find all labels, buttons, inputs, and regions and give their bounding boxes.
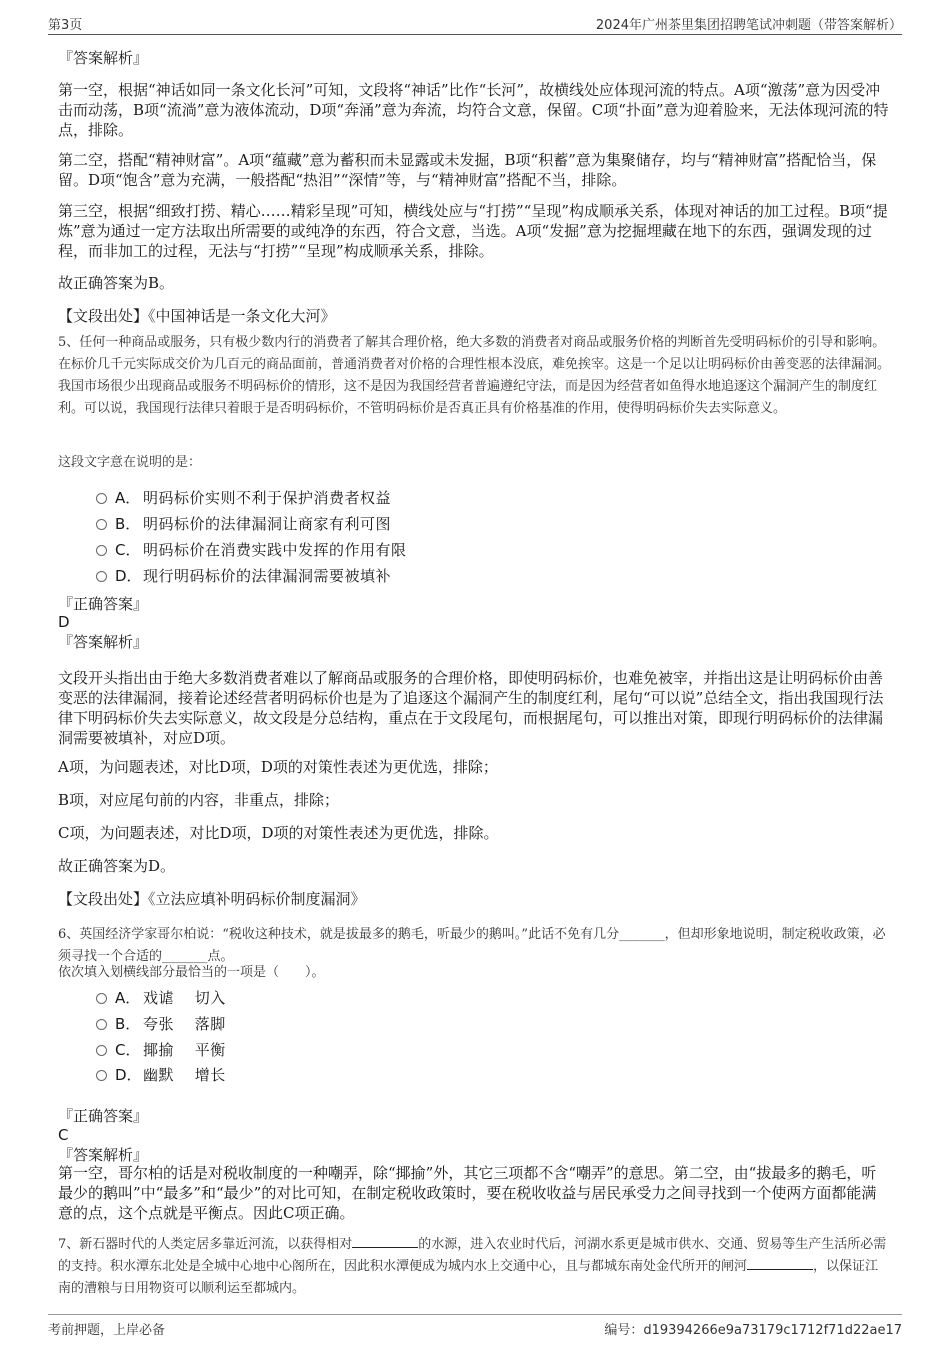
radio-icon[interactable] [96,1045,107,1056]
q7-blank-2 [747,1269,813,1270]
q5-source: 【文段出处】《立法应填补明码标价制度漏洞》 [58,890,366,908]
q7-stem: 7、新石器时代的人类定居多靠近河流，以获得相对 的水源，进入农业时代后，河湖水系更是城市供水、交通、贸易等生产生活所必需的支持。积水潭东北处是全城中心地中心阁所在，因此积水潭便成为城内水上交通中心，且与都城东南处金代所开的闸河 ，以保证江南的漕粮与日用物资可以顺利运至都城内。 [58,1237,887,1296]
q5-analysis-para1: 文段开头指出由于绝大多数消费者难以了解商品或服务的合理价格，即使明码标价，也难免被宰，并指出这是让明码标价由善变恶的法律漏洞，接着论述经营者明码标价也是为了追逐这个漏洞产生的制度红利，尾句“可以说”总结全文，指出我国现行法律下明码标价失去实际意义，故文段是分总结构，重点在于文段尾句，而根据尾句，可以推出对策，即现行明码标价的法律漏洞需要被填补，对应D项。 [58,669,884,747]
q5-analysis-a: A项，为问题表述，对比D项，D项的对策性表述为更优选，排除； [58,758,498,776]
q6-analysis-label: 『答案解析』 [58,1146,149,1164]
radio-icon[interactable] [96,493,107,504]
radio-icon[interactable] [96,519,107,530]
q5-correct-label: 『正确答案』 [58,595,149,613]
q5-conclusion: 故正确答案为D。 [58,857,176,875]
document-title: 2024年广州茶里集团招聘笔试冲刺题（带答案解析） [595,18,902,33]
radio-icon[interactable] [96,993,107,1004]
page-header [48,14,902,35]
radio-icon[interactable] [96,545,107,556]
q5-answer: D [58,613,70,631]
q5-option-a[interactable]: A． 明码标价实则不利于保护消费者权益 [96,488,391,508]
footer-slogan: 考前押题，上岸必备 [48,1323,166,1338]
q4-conclusion: 故正确答案为B。 [58,274,175,292]
radio-icon[interactable] [96,571,107,582]
q5-prompt: 这段文字意在说明的是： [58,455,202,470]
q6-stem: 6、英国经济学家哥尔柏说：“税收这种技术，就是拔最多的鹅毛，听最少的鹅叫。”此话不免有几分_______，但却形象地说明，制定税收政策，必须寻找一个合适的_______点。 [58,927,886,964]
q6-blank-1: _______ [619,927,665,942]
q6-option-b[interactable]: B． 夸张 落脚 [96,1014,226,1034]
q6-correct-label: 『正确答案』 [58,1107,149,1125]
q5-analysis-label: 『答案解析』 [58,633,149,651]
q5-option-c[interactable]: C． 明码标价在消费实践中发挥的作用有限 [96,540,407,560]
q5-option-b[interactable]: B． 明码标价的法律漏洞让商家有利可图 [96,514,391,534]
q4-analysis-para3: 第三空，根据“细致打捞、精心……精彩呈现”可知，横线处应与“打捞”“呈现”构成顺承关系，体现对神话的加工过程。B项“提炼”意为通过一定方法取出所需要的或纯净的东西，符合文意，当选。A项“发掘”意为挖掘埋藏在地下的东西，强调发现的过程，而非加工的过程，无法与“打捞”“呈现”构成顺承关系，排除。 [58,202,888,260]
radio-icon[interactable] [96,1070,107,1081]
q6-option-a[interactable]: A． 戏谑 切入 [96,988,226,1008]
q6-option-d[interactable]: D．幽默 增长 [96,1065,226,1085]
document-id: 编号：d19394266e9a73179c1712f71d22ae17 [604,1323,902,1338]
q6-prompt: 依次填入划横线部分最恰当的一项是（ ）。 [58,965,325,980]
q6-option-c[interactable]: C． 揶揄 平衡 [96,1040,226,1060]
q7-blank-1 [352,1247,418,1248]
q5-stem: 5、任何一种商品或服务，只有极少数内行的消费者了解其合理价格，绝大多数的消费者对商品或服务价格的判断首先受明码标价的引导和影响。在标价几千元实际成交价为几百元的商品面前，普通消费者对价格的合理性根本没底，难免挨宰。这是一个足以让明码标价由善变恶的法律漏洞。我国市场很少出现商品或服务不明码标价的情形，这不是因为我国经营者普遍遵纪守法，而是因为经营者如鱼得水地追逐这个漏洞产生的制度红利。可以说，我国现行法律只着眼于是否明码标价，不管明码标价是否真正具有价格基准的作用，使得明码标价失去实际意义。 [58,335,891,416]
q4-analysis-label: 『答案解析』 [58,49,149,67]
page-footer [48,1314,902,1337]
q5-analysis-c: C项，为问题表述，对比D项，D项的对策性表述为更优选，排除。 [58,824,499,842]
q6-blank-2: _______ [162,949,208,964]
q5-option-d[interactable]: D．现行明码标价的法律漏洞需要被填补 [96,566,391,586]
q4-analysis-para2: 第二空，搭配“精神财富”。A项“蕴藏”意为蓄积而未显露或未发掘，B项“积蓄”意为集聚储存，均与“精神财富”搭配恰当，保留。D项“饱含”意为充满，一般搭配“热泪”“深情”等，与“精神财富”搭配不当，排除。 [58,151,877,189]
radio-icon[interactable] [96,1019,107,1030]
page-number: 第3页 [48,18,83,33]
q4-analysis-para1: 第一空，根据“神话如同一条文化长河”可知，文段将“神话”比作“长河”，故横线处应体现河流的特点。A项“激荡”意为因受冲击而动荡，B项“流淌”意为液体流动，D项“奔涌”意为奔流，均符合文意，保留。C项“扑面”意为迎着脸来，无法体现河流的特点，排除。 [58,81,889,139]
q5-analysis-b: B项，对应尾句前的内容，非重点，排除； [58,791,340,809]
q6-answer: C [58,1126,69,1144]
q4-source: 【文段出处】《中国神话是一条文化大河》 [58,307,336,325]
q6-analysis: 第一空，哥尔柏的话是对税收制度的一种嘲弄，除“揶揄”外，其它三项都不含“嘲弄”的意思。第二空，由“拔最多的鹅毛，听最少的鹅叫”中“最多”和“最少”的对比可知，在制定税收政策时，要在税收收益与居民承受力之间寻找到一个使两方面都能满意的点，这个点就是平衡点。因此C项正确。 [58,1164,877,1222]
